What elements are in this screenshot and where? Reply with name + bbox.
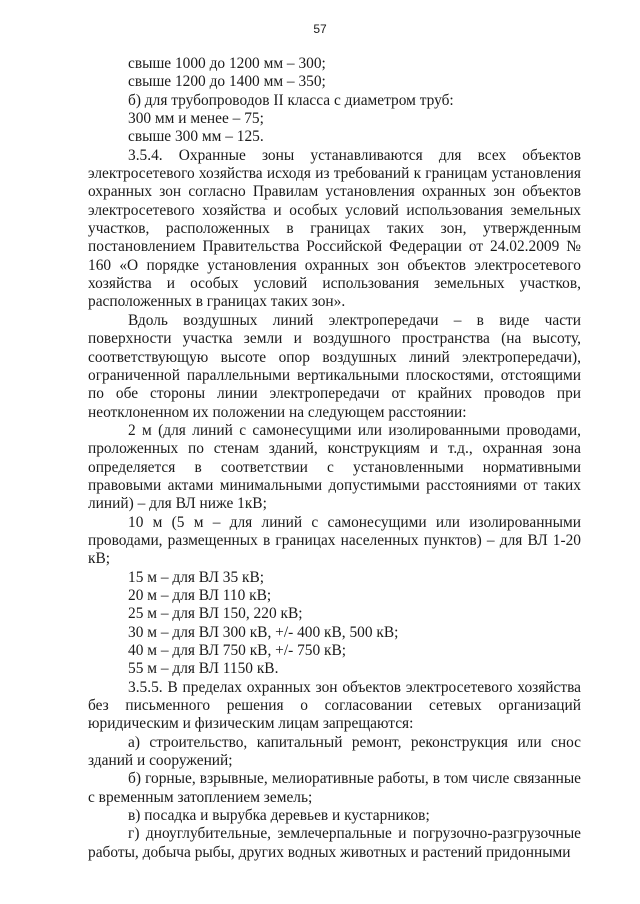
prohibition-item: г) дноуглубительные, землечерпальные и погрузочно-разгрузочные работы, добыча рыбы, других водных животных и растений придонными xyxy=(88,825,581,861)
text-line: 300 мм и менее – 75; xyxy=(128,110,264,128)
paragraph-2m: 2 м (для линий с самонесущими или изолированными проводами, проложенных по стенам зданий, конструкциям и т.д., охранная зона определяется в соответствии с установленными нормативными правовыми актами минимальными допустимыми расстояниями от таких линий) – для ВЛ ниже 1кВ; xyxy=(88,421,581,513)
text-line: б) для трубопроводов II класса с диаметром труб: xyxy=(128,91,454,109)
paragraph-3-5-4: 3.5.4. Охранные зоны устанавливаются для всех объектов электросетевого хозяйства исходя из требований к границам установления охранных зон согласно Правилам установления охранных зон объектов электросетевого хозяйства и особых условий использования земельных участков, расположенных в границах таких зон, утвержденным постановлением Правительства Российской Федерации от 24.02.2009 № 160 «О порядке установления охранных зон объектов электросетевого хозяйства и особых условий использования земельных участков, расположенных в границах таких зон». xyxy=(88,146,581,311)
distance-item: 55 м – для ВЛ 1150 кВ. xyxy=(128,660,279,678)
distance-item: 25 м – для ВЛ 150, 220 кВ; xyxy=(128,605,303,623)
distance-item: 30 м – для ВЛ 300 кВ, +/- 400 кВ, 500 кВ; xyxy=(128,623,399,641)
distance-item: 20 м – для ВЛ 110 кВ; xyxy=(128,586,272,604)
distance-item: 15 м – для ВЛ 35 кВ; xyxy=(128,568,265,586)
text-line: свыше 1200 до 1400 мм – 350; xyxy=(128,73,326,91)
paragraph-overhead-lines: Вдоль воздушных линий электропередачи – в виде части поверхности участка земли и воздушного пространства (на высоту, соответствующую высоте опор воздушных линий электропередачи), ограниченной параллельными вертикальными плоскостями, отстоящими по обе стороны линии электропередачи от крайних проводов при неотклоненном их положении на следующем расстоянии: xyxy=(88,311,581,421)
prohibition-item: б) горные, взрывные, мелиоративные работы, в том числе связанные с временным затоплением земель; xyxy=(88,770,581,806)
text-line: свыше 1000 до 1200 мм – 300; xyxy=(128,55,326,72)
page-number: 57 xyxy=(313,22,327,36)
paragraph-3-5-5-intro: 3.5.5. В пределах охранных зон объектов электросетевого хозяйства без письменного решения о согласовании сетевых организаций юридическим и физическим лицам запрещаются: xyxy=(88,678,581,733)
paragraph-10m: 10 м (5 м – для линий с самонесущими или изолированными проводами, размещенных в границах населенных пунктов) – для ВЛ 1-20 кВ; xyxy=(88,513,581,568)
prohibition-item: в) посадка и вырубка деревьев и кустарников; xyxy=(128,807,430,825)
text-line: свыше 300 мм – 125. xyxy=(128,128,264,146)
prohibition-item: а) строительство, капитальный ремонт, реконструкция или снос зданий и сооружений; xyxy=(88,733,581,770)
distance-item: 40 м – для ВЛ 750 кВ, +/- 750 кВ; xyxy=(128,642,347,659)
document-body xyxy=(88,55,581,862)
